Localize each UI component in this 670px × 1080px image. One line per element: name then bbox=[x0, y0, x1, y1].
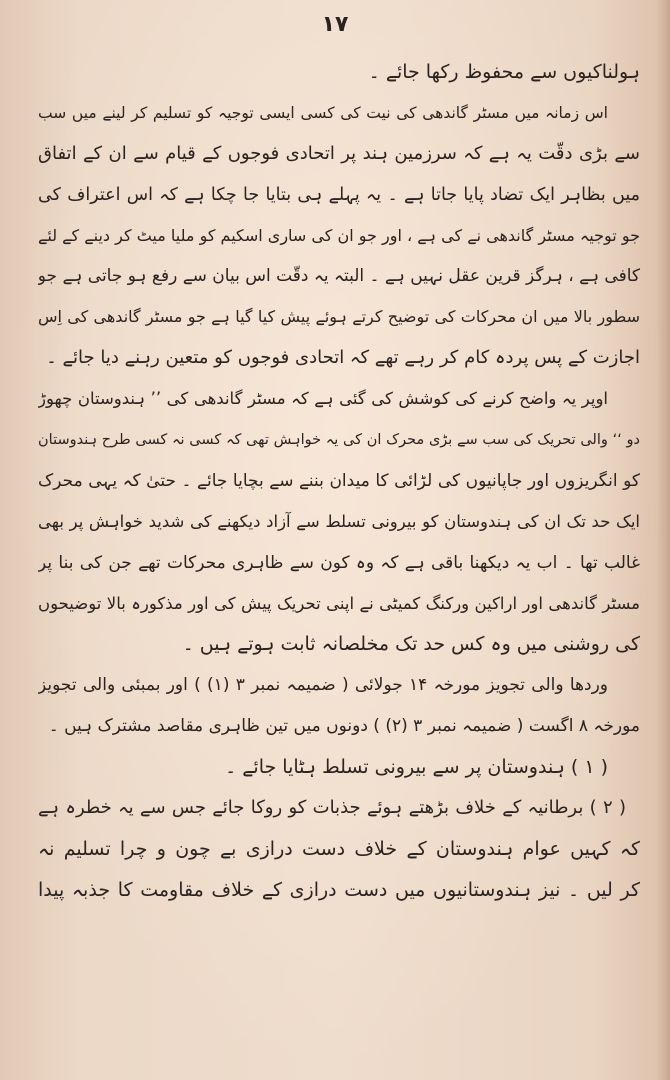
text-line: اس زمانہ میں مسٹر گاندھی کی نیت کی کسی ایسی توجیہ کو تسلیم کر لینے میں سب bbox=[38, 103, 608, 122]
text-line: اجازت کے پس پردہ کام کر رہے تھے کہ اتحادی فوجوں کو متعین رہنے دیا جائے ۔ bbox=[46, 347, 640, 369]
text-line: کافی ہے ، ہرگز قرین عقل نہیں ہے ۔ البتہ یہ دقّت اس بیان سے رفع ہو جاتی ہے جو bbox=[38, 266, 640, 287]
text-line: کی روشنی میں وہ کس حد تک مخلصانہ ثابت ہوتے ہیں ۔ bbox=[182, 633, 640, 656]
body-text bbox=[38, 52, 640, 911]
text-line: ( ۲ ) برطانیہ کے خلاف بڑھتے ہوئے جذبات کو روکا جائے جس سے یہ خطرہ ہے bbox=[38, 797, 626, 819]
page-edge-shadow bbox=[656, 0, 670, 1080]
text-line: سے بڑی دقّت یہ ہے کہ سرزمین ہند پر اتحادی فوجوں کے قیام سے ان کے اتفاق bbox=[38, 142, 640, 164]
text-line: مسٹر گاندھی اور اراکین ورکنگ کمیٹی نے اپنی تحریک پیش کی اور مذکورہ بالا توضیحوں bbox=[38, 593, 640, 613]
text-line: وردھا والی تجویز مورخہ ۱۴ جولائی ( ضمیمہ نمبر ۳ (۱) ) اور بمبئی والی تجویز bbox=[38, 675, 609, 696]
text-line: جو توجیہ مسٹر گاندھی نے کی ہے ، اور جو ان کی ساری اسکیم کو ملیا میٹ کر دینے کے لئے bbox=[38, 225, 640, 245]
text-line: کہ کہیں عوام ہندوستان کے خلاف دست درازی بے چون و چرا تسلیم نہ bbox=[38, 837, 640, 860]
text-line: دو ‘‘ والی تحریک کی سب سے بڑی محرک ان کی یہ خواہش تھی کہ کسی نہ کسی طرح ہندوستان bbox=[38, 432, 640, 449]
text-line: کر لیں ۔ نیز ہندوستانیوں میں دست درازی کے خلاف مقاومت کا جذبہ پیدا bbox=[38, 878, 640, 901]
text-line: مورخہ ۸ اگست ( ضمیمہ نمبر ۳ (۲) ) دونوں میں تین ظاہری مقاصد مشترک ہیں ۔ bbox=[48, 716, 640, 737]
text-line: کو انگریزوں اور جاپانیوں کی لڑائی کا میدان بننے سے بچایا جائے ۔ حتیٰ کہ یہی محرک bbox=[38, 470, 640, 491]
text-line: سطور بالا میں ان محرکات کی توضیح کرتے ہوئے پیش کیا گیا ہے جو مسٹر گاندھی کی اِس bbox=[38, 307, 640, 327]
text-line: غالب تھا ۔ اب یہ دیکھنا باقی ہے کہ وہ کون سے ظاہری محرکات تھے جن کی بنا پر bbox=[38, 552, 640, 573]
text-line: ( ۱ ) ہندوستان پر سے بیرونی تسلط ہٹایا جائے ۔ bbox=[225, 756, 608, 779]
text-line: میں بظاہر ایک تضاد پایا جاتا ہے ۔ یہ پہلے ہی بتایا جا چکا ہے کہ اس اعتراف کی bbox=[38, 184, 640, 205]
text-line: ہولناکیوں سے محفوظ رکھا جائے ۔ bbox=[368, 61, 640, 83]
text-line: ایک حد تک ان کی ہندوستان کو بیرونی تسلط سے آزاد دیکھنے کی شدید خواہش پر بھی bbox=[38, 511, 640, 531]
page-number: ۱۷ bbox=[321, 12, 349, 37]
text-line: اوپر یہ واضح کرنے کی کوشش کی گئی ہے کہ مسٹر گاندھی کی ’’ ہندوستان چھوڑ bbox=[38, 389, 608, 409]
